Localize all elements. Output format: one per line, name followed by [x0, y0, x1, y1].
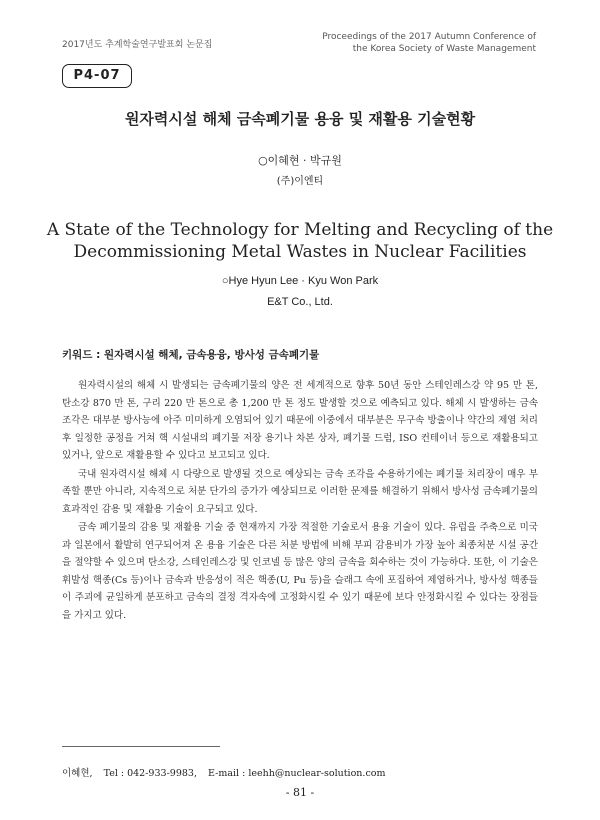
body-paragraph-3: 금속 폐기물의 감용 및 재활용 기술 중 현재까지 가장 적절한 기술로서 용융 기술이 있다. 유럽을 주축으로 미국과 일본에서 활발히 연구되어져 온 용융 기술은 다른 처분 방법에 비해 부피 감용비가 가장 높아 최종처분 시설 공간을 절약할 수 있으며 탄소강, 스테인레스강 및 인코넬 등 많은 양의 금속을 회수하는 것이 가능하다. 또한, 이 기술은 휘발성 핵종(Cs 등)이나 금속과 반응성이 적은 핵종(U, Pu 등)을 슬래그 속에 포집하여 제염하거나, 방사성 핵종들이 주괴에 균일하게 분포하고 금속의 결정 격자속에 고정화시킬 수 있기 때문에 보다 안정화시킬 수 있다는 장점들을 가지고 있다.: [62, 522, 538, 621]
page-number: - 81 -: [285, 786, 315, 799]
footnote-email: E-mail : leehh@nuclear-solution.com: [208, 768, 386, 779]
body-paragraph-1: 원자력시설의 해체 시 발생되는 금속폐기물의 양은 전 세계적으로 향후 50년 동안 스테인레스강 약 95 만 톤, 탄소강 870 만 톤, 구리 220 만 톤으로 총 1,200 만 톤 정도 발생할 것으로 예측되고 있다. 해체 시 발생하는 금속 조각은 대부분 방사능에 아주 미미하게 오염되어 있기 때문에 이중에서 대부분은 무구속 방출이나 약간의 제염 처리 후 일정한 공정을 거쳐 핵 시설내의 폐기물 저장 용기나 차본 상자, 폐기물 드럼, ISO 컨테이너 등으로 재활용되고 있거나, 앞으로 재활용할 수 있다고 보고되고 있다.: [62, 380, 538, 461]
body-paragraph-2: 국내 원자력시설 해체 시 다량으로 발생될 것으로 예상되는 금속 조각을 수용하기에는 폐기물 처리장이 매우 부족할 뿐만 아니라, 지속적으로 처분 단가의 증가가 예상되므로 이러한 문제를 해결하기 위해서 방사성 금속폐기물의 효과적인 감용 및 재활용 기술이 요구되고 있다.: [62, 468, 538, 515]
affiliation-english: E&T Co., Ltd.: [267, 296, 333, 308]
keywords: 키워드 : 원자력시설 해체, 금속용융, 방사성 금속폐기물: [62, 349, 320, 361]
running-header-right-line1: Proceedings of the 2017 Autumn Conference of: [322, 32, 536, 42]
footnote: [62, 765, 394, 779]
running-header-right: [322, 31, 536, 55]
title-english: [0, 219, 600, 263]
title-english-line2: Decommissioning Metal Wastes in Nuclear Facilities: [73, 242, 527, 262]
footnote-tel: Tel : 042-933-9983,: [103, 768, 197, 779]
affiliation-korean: (주)이엔티: [276, 176, 324, 187]
paper-code-badge: P4-07: [62, 64, 132, 88]
authors-korean: ○이혜현 · 박규원: [258, 154, 342, 167]
authors-english: ○Hye Hyun Lee · Kyu Won Park: [221, 275, 379, 287]
body-text: [62, 377, 538, 625]
running-header-left: 2017년도 추계학술연구발표회 논문집: [62, 40, 213, 50]
footnote-divider: [62, 746, 220, 747]
title-korean: 원자력시설 해체 금속폐기물 용융 및 재활용 기술현황: [124, 110, 476, 128]
title-english-line1: A State of the Technology for Melting and Recycling of the: [46, 220, 554, 240]
footnote-name: 이혜현,: [62, 768, 93, 779]
running-header-right-line2: the Korea Society of Waste Management: [352, 44, 536, 54]
